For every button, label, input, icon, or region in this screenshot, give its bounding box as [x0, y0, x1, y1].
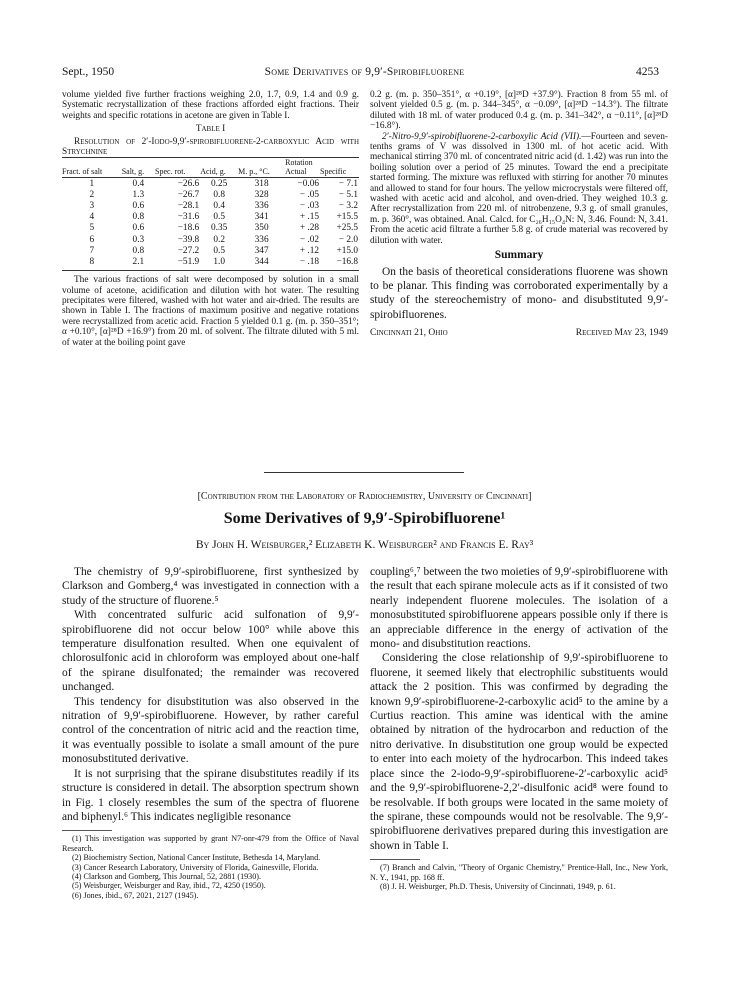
cell-mp: 350	[254, 223, 269, 234]
footnote-rule	[370, 859, 420, 860]
footnote: (2) Biochemistry Section, National Cancer Institute, Bethesda 14, Maryland.	[72, 853, 321, 863]
cell-salt: 0.4	[132, 178, 145, 189]
body-paragraph: With concentrated sulfuric acid sulfonation of 9,9′-spirobifluorene did not occur below 100° while above this temperature disulfonation resulted. When one equivalent of chlorosulfonic acid in chloroform was employed about one-half of the spirane disulfonated; the remainder was recovered unchanged.	[62, 609, 359, 694]
col-header-mp: M. p., °C.	[238, 167, 270, 177]
table-row	[62, 179, 359, 190]
cell-mp: 347	[254, 245, 269, 256]
cell-spec-rot: −27.2	[177, 245, 200, 256]
footnote: (7) Branch and Calvin, "Theory of Organic Chemistry," Prentice-Hall, Inc., New York, N. Y., 1941, pp. 168 ff.	[370, 863, 668, 882]
cell-actual-rotation: − .05	[299, 189, 320, 200]
cell-spec-rot: −51.9	[177, 257, 200, 268]
article-right-column	[370, 565, 668, 891]
footnote: (8) J. H. Weisburger, Ph.D. Thesis, University of Cincinnati, 1949, p. 61.	[380, 881, 616, 891]
received-date: Received May 23, 1949	[575, 328, 668, 339]
summary-heading: Summary	[494, 249, 544, 262]
article-separator-rule	[264, 472, 464, 473]
cell-acid: 0.5	[213, 245, 225, 256]
nitro-acid-heading: 2′-Nitro-9,9′-spirobifluorene-2-carboxylic Acid (VII).	[382, 131, 582, 142]
cell-fraction: 6	[89, 234, 95, 245]
footnote: (5) Weisburger, Weisburger and Ray, ibid., 72, 4250 (1950).	[72, 881, 266, 891]
resolution-table	[62, 157, 359, 271]
cell-mp: 336	[254, 234, 269, 245]
cell-spec-rot: −26.6	[177, 178, 200, 189]
cell-mp: 318	[254, 178, 269, 189]
footnote: (1) This investigation was supported by grant N7-onr-479 from the Office of Naval Research.	[62, 834, 359, 853]
cell-specific-rotation: +15.0	[336, 245, 358, 256]
location-text: Cincinnati 21, Ohio	[370, 328, 448, 339]
fraction-results-paragraph: 0.2 g. (m. p. 350–351°, α +0.19°, [α]²⁸D +37.9°). Fraction 8 from 55 ml. of solvent yielded 0.5 g. (m. p. 344–345°, α −0.09°, [α]²⁸D −14.3°). The filtrate diluted with 18 ml. of water produced 0.4 g. (m. p. 341–342°, α −0.11°, [α]²⁸D −16.8°).	[370, 90, 668, 132]
col-header-spec-rot: Spec. rot.	[155, 167, 186, 177]
footnote-rule	[62, 830, 112, 831]
col-header-acid: Acid, g.	[200, 167, 226, 177]
cell-spec-rot: −31.6	[177, 212, 200, 223]
cell-actual-rotation: −0.06	[297, 178, 320, 189]
cell-fraction: 2	[89, 189, 95, 200]
article-left-column	[62, 565, 359, 900]
cell-salt: 2.1	[132, 257, 145, 268]
left-body-text	[62, 565, 359, 824]
cell-acid: 0.35	[211, 223, 228, 234]
cell-spec-rot: −26.7	[177, 189, 200, 200]
body-paragraph: It is not surprising that the spirane disubstitutes readily if its structure is considered in detail. The absorption spectrum shown in Fig. 1 closely resembles the sum of the spectra of fluorene and biphenyl.⁶ This indicates negligible resonance	[62, 767, 359, 823]
cell-specific-rotation: +15.5	[336, 212, 358, 223]
col-header-actual: Actual	[285, 167, 307, 177]
cell-specific-rotation: +25.5	[336, 223, 358, 234]
table-row	[62, 212, 359, 223]
top-right-column	[370, 90, 668, 339]
cell-fraction: 7	[89, 245, 95, 256]
cell-fraction: 8	[89, 257, 95, 268]
body-paragraph: coupling⁶,⁷ between the two moieties of 9,9′-spirobifluorene with the result that each spirane molecule acts as if it consisted of two nearly independent fluorene molecules. The isolation of a monosubstituted spirobifluorene appears possible only if there is an appreciable difference in the energy of activation of the mono- and disubstitution reactions.	[370, 566, 668, 651]
col-header-salt: Salt, g.	[121, 167, 145, 177]
cell-salt: 0.8	[132, 245, 145, 256]
cell-fraction: 5	[89, 223, 95, 234]
cell-acid: 0.5	[213, 212, 225, 223]
after-table-paragraph: The various fractions of salt were decomposed by solution in a small volume of acetone, acidification and dilution with hot water. The resulting precipitates were filtered, washed with hot water and air-dried. The results are shown in Table I. The fractions of maximum positive and negative rotations were recrystallized from acetic acid. Fraction 5 yielded 0.1 g. (m. p. 350–351°; α +0.10°, [α]²⁸D +16.9°) from 20 ml. of solvent. The filtrate diluted with 5 ml. of water at the boiling point gave	[62, 275, 359, 348]
footnote: (3) Cancer Research Laboratory, University of Florida, Gainesville, Florida.	[72, 862, 319, 872]
nitro-acid-paragraph: —Fourteen and seven-tenths grams of V was dissolved in 1300 ml. of hot acetic acid. With mechanical stirring 370 ml. of concentrated nitric acid (d. 1.42) was run into the boiling solution over a period of 25 minutes. Toward the end a precipitate started forming. The mixture was refluxed with stirring for another 70 minutes and allowed to stand for four hours. The yellow microcrystals were filtered off, washed with acetic acid and alcohol, and oven-dried. They weighed 10.3 g. After recrystallization from 220 ml. of nitrobenzene, 9.3 g. of small granules, m. p. 360°, was obtained. Anal. Calcd. for C₂₆H₁₅O₄N: N, 3.46. Found: N, 3.41. From the acetic acid filtrate a further 5.8 g. of crude material was recovered by dilution with water.	[370, 131, 668, 246]
table-row	[62, 235, 359, 246]
col-header-fraction: Fract. of salt	[62, 167, 103, 177]
body-paragraph: This tendency for disubstitution was also observed in the nitration of 9,9′-spirobifluorene. However, by rather careful control of the concentration of nitric acid and the reaction time, it was eventually possible to isolate a small amount of the pure monosubstituted derivative.	[62, 695, 359, 766]
table-row	[62, 223, 359, 234]
table-row	[62, 201, 359, 212]
cell-acid: 0.2	[213, 234, 225, 245]
contribution-line: [Contribution from the Laboratory of Radiochemistry, University of Cincinnati]	[197, 491, 532, 502]
cell-actual-rotation: + .12	[299, 245, 320, 256]
cell-salt: 0.6	[132, 223, 145, 234]
cell-actual-rotation: − .18	[299, 257, 320, 268]
cell-specific-rotation: − 7.1	[338, 178, 358, 189]
cell-specific-rotation: − 2.0	[338, 234, 358, 245]
table-title: Table I	[195, 124, 226, 135]
cell-specific-rotation: −16.8	[336, 257, 358, 268]
cell-mp: 341	[254, 212, 269, 223]
cell-actual-rotation: − .03	[299, 201, 320, 212]
summary-paragraph: On the basis of theoretical considerations fluorene was shown to be planar. This finding was corroborated experimentally by a study of the stereochemistry of mono- and disubstituted 9,9′-spirobifluorenes.	[370, 265, 668, 321]
cell-spec-rot: −28.1	[177, 201, 200, 212]
cell-acid: 0.8	[213, 189, 225, 200]
cell-fraction: 4	[89, 212, 95, 223]
cell-salt: 1.3	[132, 189, 145, 200]
cell-spec-rot: −39.8	[177, 234, 200, 245]
col-header-rotation: Rotation	[285, 158, 313, 168]
cell-fraction: 1	[89, 178, 95, 189]
cell-spec-rot: −18.6	[177, 223, 200, 234]
footnote: (4) Clarkson and Gomberg, This Journal, 52, 2881 (1930).	[72, 871, 261, 881]
cell-acid: 1.0	[213, 257, 225, 268]
table-row	[62, 246, 359, 257]
header-page-number: 4253	[636, 66, 659, 78]
cell-mp: 344	[254, 257, 269, 268]
cell-salt: 0.3	[132, 234, 145, 245]
cell-actual-rotation: − .02	[299, 234, 320, 245]
cell-mp: 328	[254, 189, 269, 200]
cell-salt: 0.8	[132, 212, 145, 223]
body-paragraph: The chemistry of 9,9′-spirobifluorene, first synthesized by Clarkson and Gomberg,⁴ was investigated in connection with a study of the structure of fluorene.⁵	[62, 566, 359, 607]
left-footnotes	[62, 834, 359, 900]
col-header-specific: Specific	[320, 167, 347, 177]
cell-acid: 0.4	[213, 201, 225, 212]
cell-actual-rotation: + .28	[299, 223, 320, 234]
article-title: Some Derivatives of 9,9′-Spirobifluorene¹	[223, 510, 506, 527]
cell-salt: 0.6	[132, 201, 145, 212]
right-body-text	[370, 565, 668, 853]
top-left-column	[62, 90, 359, 348]
cell-specific-rotation: − 5.1	[338, 189, 358, 200]
received-line	[370, 328, 668, 338]
body-paragraph: Considering the close relationship of 9,9′-spirobifluorene to fluorene, it seemed likely that electrophilic substituents would attack the 2 position. This was confirmed by degrading the known 9,9′-spirobifluorene-2-carboxylic acid⁵ to the amine by a Curtius reaction. This amine was identical with the amine obtained by nitration of the hydrocarbon and reduction of the nitro derivative. In disubstitution one group would be expected to enter into each moiety of the hydrocarbon. This indeed takes place since the 2-iodo-9,9′-spirobifluorene-2′-carboxylic acid⁵ and the 9,9′-spirobifluorene-2,2′-disulfonic acid⁸ were found to be resolvable. If both groups were located in the same moiety of the spirane, these compounds would not be resolvable. The 9,9′-spirobifluorene derivatives prepared during this investigation are shown in Table I.	[370, 652, 668, 852]
table-row	[62, 190, 359, 201]
cell-fraction: 3	[89, 201, 95, 212]
cell-specific-rotation: − 3.2	[338, 201, 358, 212]
right-footnotes	[370, 863, 668, 891]
table-caption: Resolution of 2′-Iodo-9,9′-spirobifluorene-2-carboxylic Acid with Strychnine	[62, 136, 359, 158]
cell-acid: 0.25	[211, 178, 228, 189]
cell-actual-rotation: + .15	[299, 212, 320, 223]
table-row	[62, 257, 359, 268]
table-intro-paragraph: volume yielded five further fractions weighing 2.0, 1.7, 0.9, 1.4 and 0.9 g. Systematic recrystallization of these fractions afforded eight fractions. Their weights and specific rotations in acetone are given in Table I.	[62, 90, 359, 121]
author-byline: By John H. Weisburger,² Elizabeth K. Weisburger² and Francis E. Ray³	[195, 539, 534, 551]
cell-mp: 336	[254, 201, 269, 212]
header-date: Sept., 1950	[62, 66, 115, 78]
header-title: Some Derivatives of 9,9′-Spirobifluorene	[264, 66, 465, 78]
footnote: (6) Jones, ibid., 67, 2021, 2127 (1945).	[72, 890, 199, 900]
